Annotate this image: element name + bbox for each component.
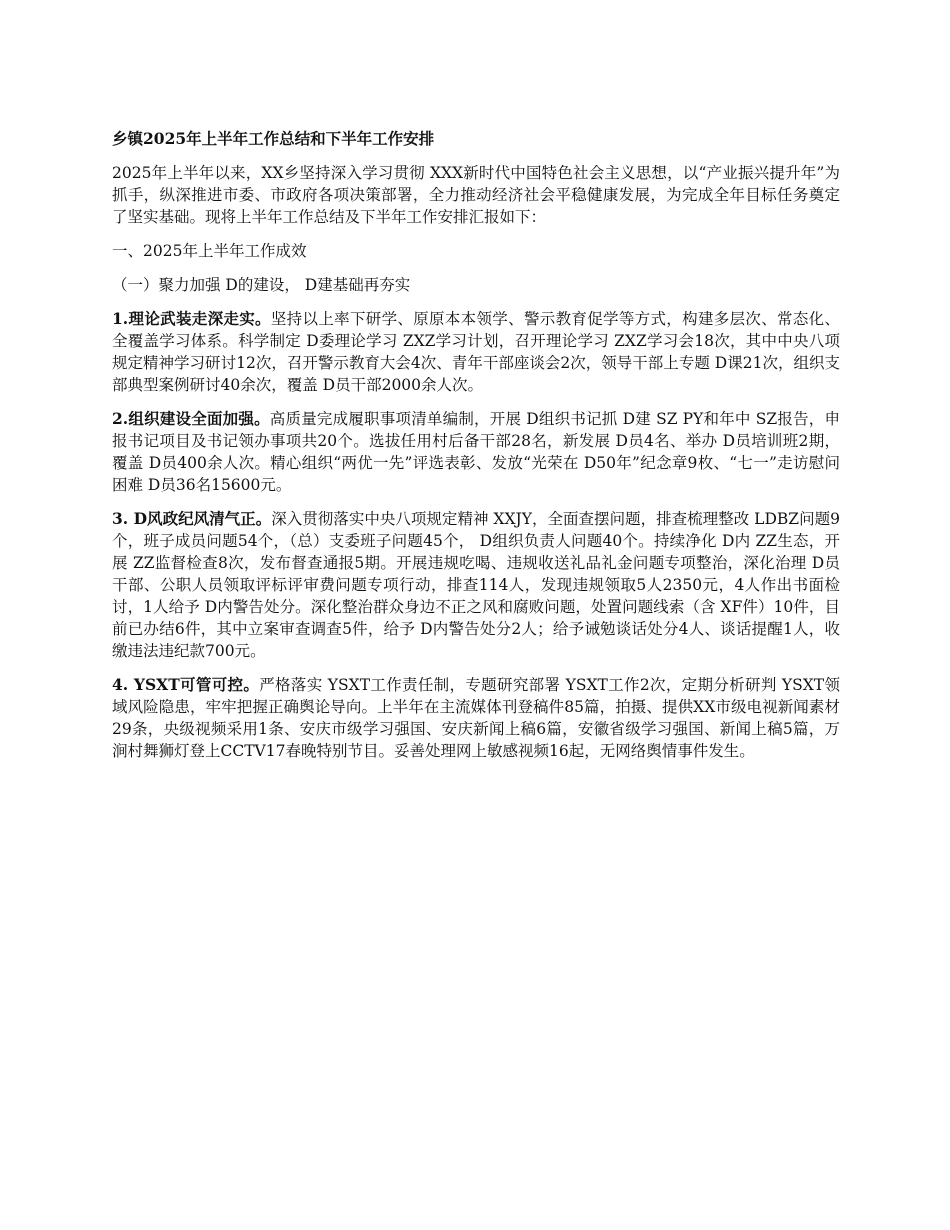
document-title: 乡镇2025年上半年工作总结和下半年工作安排: [112, 129, 435, 148]
item-body: 深入贯彻落实中央八项规定精神 XXJY，全面查摆问题，排查梳理整改 LDBZ问题9个，班子成员问题54个，（总）支委班子问题45个， D组织负责人问题40个。持续净化 D内 ZZ生态，开展 ZZ监督检查8次，发布督查通报5期。开展违规吃喝、违规收送礼品礼金问题专项整治，深化治理 D员干部、公职人员领取评标评审费问题专项行动，排查114人，发现违规领取5人2350元，4人作出书面检讨，1人给予 D内警告处分。深化整治群众身边不正之风和腐败问题，处置问题线索（含 XF件）10件，目前已办结6件，其中立案审查调查5件，给予 D内警告处分2人；给予诫勉谈话处分4人、谈话提醒1人，收缴违法违纪款700元。: [112, 510, 840, 660]
item-organization: [112, 408, 840, 496]
document-page: [112, 118, 840, 774]
item-lead: 1.理论武装走深走实。: [112, 309, 271, 328]
item-body: 坚持以上率下研学、原原本本领学、警示教育促学等方式，构建多层次、常态化、全覆盖学习体系。科学制定 D委理论学习 ZXZ学习计划，召开理论学习 ZXZ学习会18次，其中中央八项规定精神学习研讨12次，召开警示教育大会4次、青年干部座谈会2次，领导干部上专题 D课21次，组织支部典型案例研讨40余次，覆盖 D员干部2000余人次。: [112, 310, 840, 394]
intro-paragraph: 2025年上半年以来，XX乡坚持深入学习贯彻 XXX新时代中国特色社会主义思想，以“产业振兴提升年”为抓手，纵深推进市委、市政府各项决策部署，全力推动经济社会平稳健康发展，为完成全年目标任务奠定了坚实基础。现将上半年工作总结及下半年工作安排汇报如下：: [112, 164, 840, 226]
item-lead: 4. YSXT可管可控。: [112, 675, 260, 694]
subsection-heading-1: （一）聚力加强 D的建设， D建基础再夯实: [112, 276, 411, 294]
item-lead: 2.组织建设全面加强。: [112, 409, 270, 428]
item-body: 高质量完成履职事项清单编制，开展 D组织书记抓 D建 SZ PY和年中 SZ报告，申报书记项目及书记领办事项共20个。选拔任用村后备干部28名，新发展 D员4名、举办 D员培训班2期，覆盖 D员400余人次。精心组织“两优一先”评选表彰、发放“光荣在 D50年”纪念章9枚、“七一”走访慰问困难 D员36名15600元。: [112, 410, 841, 494]
item-ideology: [112, 674, 840, 762]
item-body: 严格落实 YSXT工作责任制，专题研究部署 YSXT工作2次，定期分析研判 YSXT领域风险隐患，牢牢把握正确舆论导向。上半年在主流媒体刊登稿件85篇，拍摄、提供XX市级电视新闻素材29条，央级视频采用1条、安庆市级学习强国、安庆新闻上稿6篇，安徽省级学习强国、新闻上稿5篇，万涧村舞狮灯登上CCTV17春晚特别节目。妥善处理网上敏感视频16起，无网络舆情事件发生。: [112, 676, 840, 760]
section-heading-1: 一、2025年上半年工作成效: [112, 242, 307, 260]
item-discipline: [112, 508, 840, 662]
item-theory: [112, 308, 840, 396]
item-lead: 3. D风政纪风清气正。: [112, 509, 272, 528]
